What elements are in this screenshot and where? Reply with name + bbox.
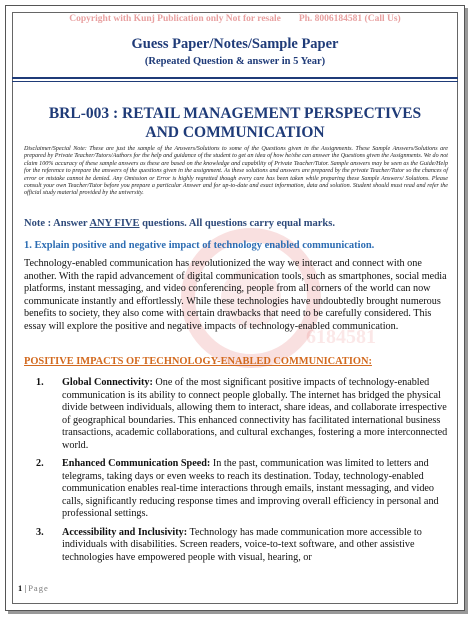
header-divider xyxy=(12,77,458,79)
watermark-text: 6184581 xyxy=(306,326,376,348)
impact-list xyxy=(36,377,450,570)
list-item-text: In the past, communication was limited to letters and telegrams, taking days or even weeks to reach its destination. Today, technology-enabled communication enables real-time interactions through emails, instant messaging, and video calls, significantly reducing response times and improving overall efficiency in personal and professional settings. xyxy=(62,458,439,519)
list-item-title: Accessibility and Inclusivity: xyxy=(62,526,188,538)
course-title-line2: AND COMMUNICATION xyxy=(145,124,325,141)
course-title xyxy=(6,104,464,142)
disclaimer-text: Disclaimer/Special Note: These are just the sample of the Answers/Solutions to some of the Questions given in the Assignments. These Sample Answers/Solutions are prepared by Private Teacher/Tutors/Authors for the help and guidance of the student to get an idea of how he/she can answer the Questions given the Assignments. We do not claim 100% accuracy of these sample answers as these are based on the knowledge and capability of Private Teacher/Tutor. Sample answers may be seen as the Guide/Help for the reference to prepare the answers of the questions given in the assignment. As these solutions and answers are prepared by the private Teacher/Tutor so the chances of error or mistake cannot be denied. Any Omission or Error is highly regretted though every care has been taken while preparing these Sample Answers/ Solutions. Please consult your own Teacher/Tutor before you prepare a particular Answer and for up-to-date and exact information, data and solution. Student should must read and refer the official study material provided by the university. xyxy=(24,146,448,197)
list-item-number: 3. xyxy=(36,526,44,538)
list-item-number: 1. xyxy=(36,377,44,388)
list-item-text: Technology has made communication more accessible to individuals with disabilities. Screen readers, voice-to-text software, and other assistive technologies have empowered people with visual, hearing, or xyxy=(62,526,422,563)
page-footer: 1 | Page xyxy=(18,583,49,593)
section-heading: POSITIVE IMPACTS OF TECHNOLOGY-ENABLED COMMUNICATION: xyxy=(24,356,372,367)
list-item-title: Global Connectivity: xyxy=(62,377,153,388)
question-heading: 1. Explain positive and negative impact of technology enabled communication. xyxy=(24,240,375,251)
copyright-text: Copyright with Kunj Publication only Not for resale xyxy=(69,14,281,24)
note-emphasis: ANY FIVE xyxy=(89,218,140,229)
course-title-line1: BRL-003 : RETAIL MANAGEMENT PERSPECTIVES xyxy=(48,105,422,122)
header-divider-thin xyxy=(12,81,458,82)
page-subtitle: (Repeated Question & answer in 5 Year) xyxy=(144,56,326,67)
page-title: Guess Paper/Notes/Sample Paper xyxy=(131,36,339,52)
note-suffix: questions. All questions carry equal marks. xyxy=(139,218,335,229)
page-label: Page xyxy=(28,583,49,593)
list-item-title: Enhanced Communication Speed: xyxy=(62,458,211,469)
list-item xyxy=(36,527,450,565)
instructions-note xyxy=(24,218,335,229)
document-page xyxy=(5,5,465,611)
page-number: 1 xyxy=(18,583,23,593)
note-prefix: Note : Answer xyxy=(24,218,90,229)
list-item xyxy=(36,377,450,452)
list-item xyxy=(36,458,450,521)
copyright-banner xyxy=(6,14,464,24)
intro-paragraph: Technology-enabled communication has revolutionized the way we interact and connect with one another. With the rapid advancement of digital communication tools, such as smartphones, social media platforms, instant messaging, and video conferencing, people from all corners of the world can now communicate instantly and effortlessly. While these technologies have undoubtedly brought numerous benefits to society, they also come with certain drawbacks that need to be carefully considered. This essay will explore the positive and negative impacts of technology-enabled communication. xyxy=(24,258,447,332)
phone-number: Ph. 8006184581 (Call Us) xyxy=(298,14,401,24)
list-item-text: One of the most significant positive impacts of technology-enabled communication is its ability to connect people globally. The internet has bridged the physical divide between individuals, allowing them to interact, share ideas, and collaborate irrespective of geographical boundaries. This enhanced connectivity has facilitated international business transactions, academic collaborations, and cultural exchanges, fostering a more interconnected world. xyxy=(62,377,448,451)
list-item-number: 2. xyxy=(36,458,44,469)
